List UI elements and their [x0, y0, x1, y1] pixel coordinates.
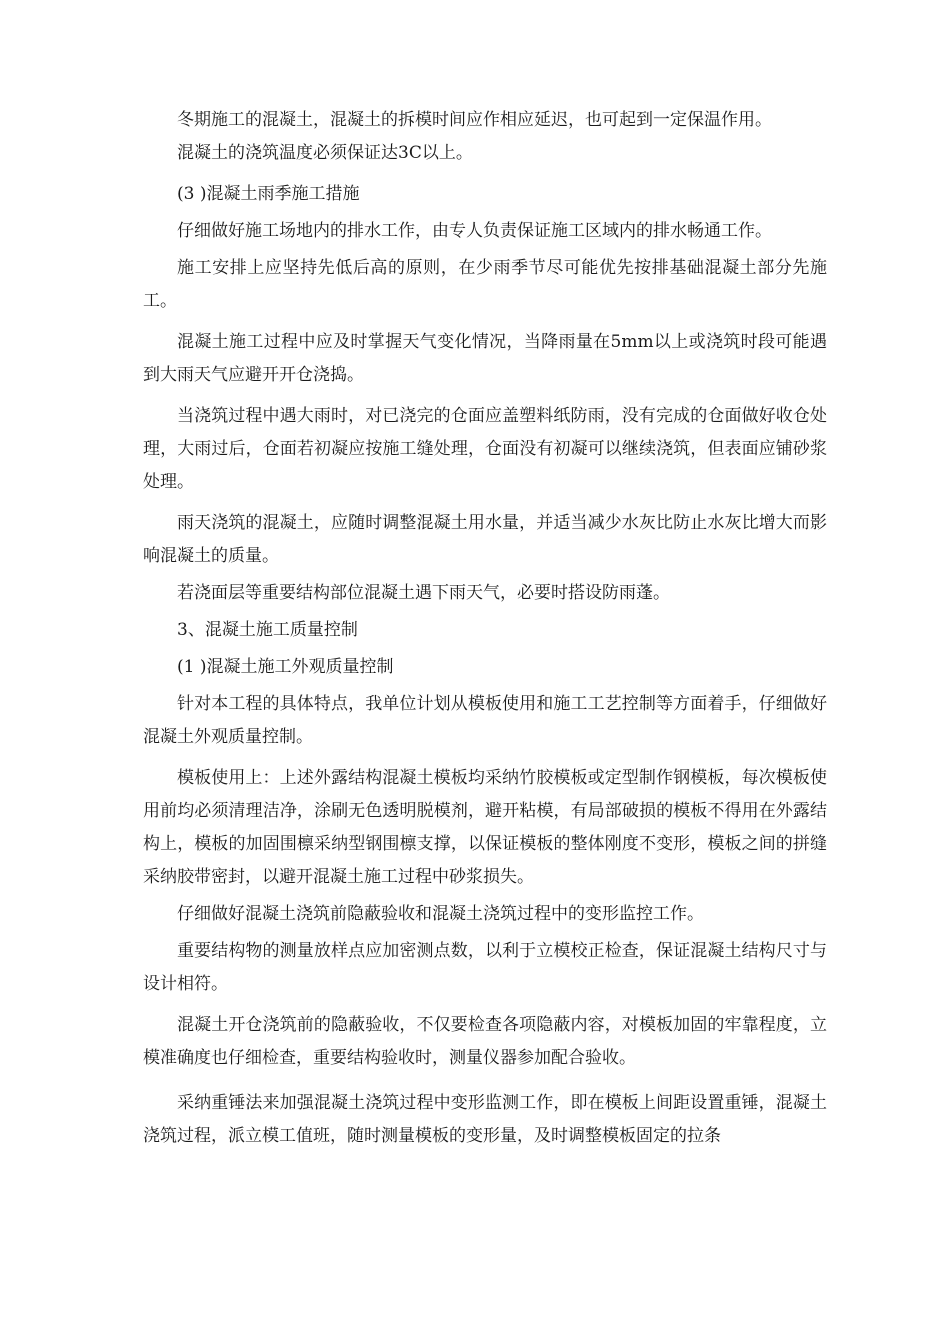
paragraph-4: 施工安排上应坚持先低后高的原则，在少雨季节尽可能优先按排基础混凝土部分先施工。	[143, 258, 827, 311]
paragraph-8: 若浇面层等重要结构部位混凝土遇下雨天气，必要时搭设防雨蓬。	[177, 583, 670, 603]
paragraph-3: 仔细做好施工场地内的排水工作，由专人负责保证施工区域内的排水畅通工作。	[177, 221, 772, 241]
document-body	[143, 104, 827, 1153]
paragraph-14: 采纳重锤法来加强混凝土浇筑过程中变形监测工作，即在模板上间距设置重锤，混凝土浇筑过程，派立模工值班，随时测量模板的变形量，及时调整模板固定的拉条	[143, 1093, 827, 1146]
paragraph-9: 针对本工程的具体特点，我单位计划从模板使用和施工工艺控制等方面着手，仔细做好混凝土外观质量控制。	[143, 694, 827, 747]
paragraph-1: 冬期施工的混凝土，混凝土的拆模时间应作相应延迟，也可起到一定保温作用。	[177, 110, 772, 130]
section-heading-quality-control: 3、混凝土施工质量控制	[177, 620, 358, 640]
subsection-heading-appearance-quality: (1 )混凝土施工外观质量控制	[177, 657, 394, 677]
paragraph-11: 仔细做好混凝土浇筑前隐蔽验收和混凝土浇筑过程中的变形监控工作。	[177, 904, 704, 924]
paragraph-6: 当浇筑过程中遇大雨时，对已浇完的仓面应盖塑料纸防雨，没有完成的仓面做好收仓处理，大雨过后，仓面若初凝应按施工缝处理，仓面没有初凝可以继续浇筑，但表面应铺砂浆处理。	[143, 406, 827, 492]
paragraph-13: 混凝土开仓浇筑前的隐蔽验收，不仅要检查各项隐蔽内容，对模板加固的牢靠程度，立模准确度也仔细检查，重要结构验收时，测量仪器参加配合验收。	[143, 1015, 827, 1068]
paragraph-7: 雨天浇筑的混凝土，应随时调整混凝土用水量，并适当减少水灰比防止水灰比增大而影响混凝土的质量。	[143, 513, 827, 566]
paragraph-10: 模板使用上：上述外露结构混凝土模板均采纳竹胶模板或定型制作钢模板，每次模板使用前均必须清理洁净，涂刷无色透明脱模剂，避开粘模，有局部破损的模板不得用在外露结构上，模板的加固围檩采纳型钢围檩支撑，以保证模板的整体刚度不变形，模板之间的拼缝采纳胶带密封，以避开混凝土施工过程中砂浆损失。	[143, 768, 827, 887]
paragraph-2: 混凝土的浇筑温度必须保证达3C以上。	[177, 143, 473, 163]
paragraph-12: 重要结构物的测量放样点应加密测点数，以利于立模校正检查，保证混凝土结构尺寸与设计相符。	[143, 941, 827, 994]
paragraph-5: 混凝土施工过程中应及时掌握天气变化情况，当降雨量在5mm以上或浇筑时段可能遇到大雨天气应避开开仓浇捣。	[143, 332, 827, 385]
section-heading-rainy-season: (3 )混凝土雨季施工措施	[177, 184, 360, 204]
